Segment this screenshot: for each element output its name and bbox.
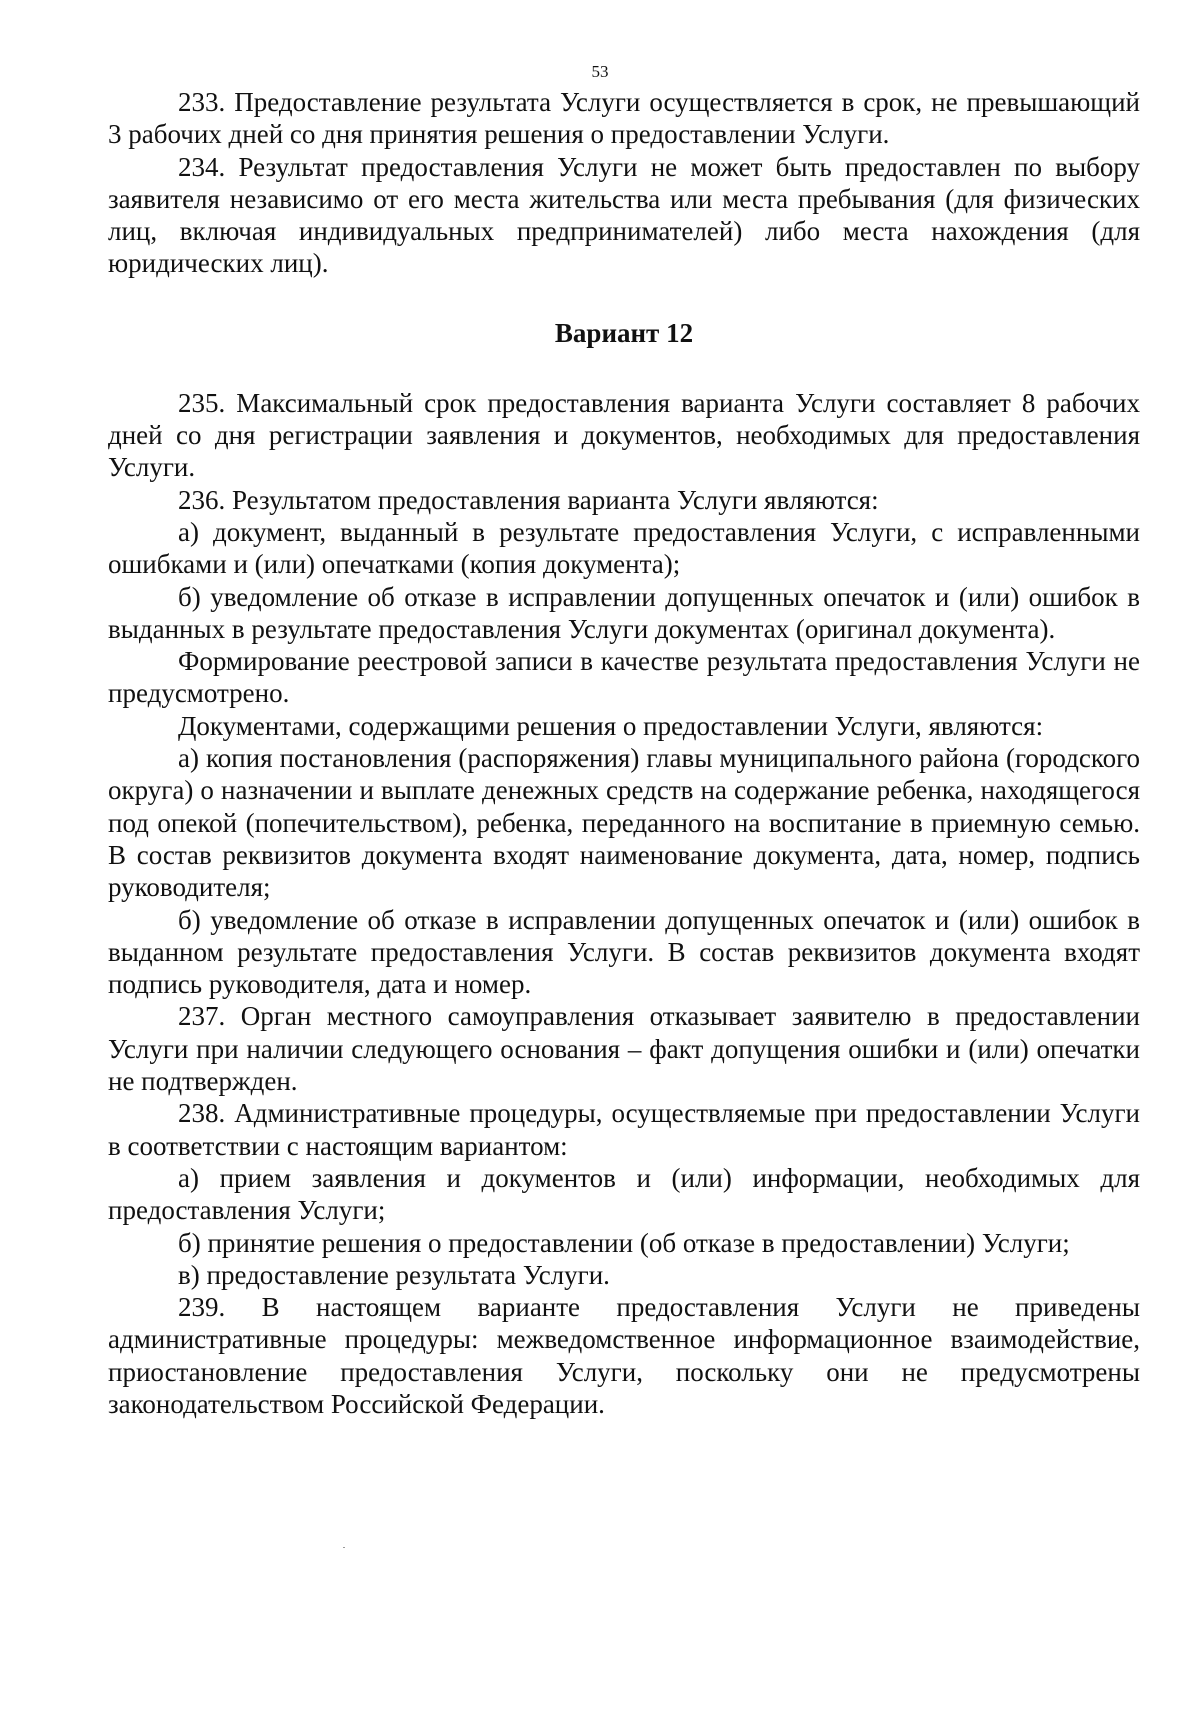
scan-speck: [343, 1547, 345, 1548]
list-item-236-b: б) уведомление об отказе в исправлении допущенных опечаток и (или) ошибок в выданных в результате предоставления Услуги документах (оригинал документа).: [108, 581, 1140, 644]
paragraph-236: 236. Результатом предоставления варианта Услуги являются:: [178, 484, 879, 515]
paragraph-237: 237. Орган местного самоуправления отказывает заявителю в предоставлении Услуги при наличии следующего основания – факт допущения ошибки и (или) опечатки не подтвержден.: [108, 1001, 1140, 1097]
list-item-238-a: а) прием заявления и документов и (или) информации, необходимых для предоставления Услуги;: [108, 1162, 1140, 1226]
list-item-238-c: в) предоставление результата Услуги.: [178, 1259, 610, 1290]
list-item-decision-a: а) копия постановления (распоряжения) главы муниципального района (городского округа) о назначении и выплате денежных средств на содержание ребенка, находящегося под опекой (попечительством), ребенка, переданного на воспитание в приемную семью. В состав реквизитов документа входят наименование документа, дата, номер, подпись руководителя;: [108, 743, 1140, 903]
paragraph-238: 238. Административные процедуры, осуществляемые при предоставлении Услуги в соответствии с настоящим вариантом:: [108, 1098, 1140, 1161]
document-body: [108, 86, 1140, 1420]
paragraph-239: 239. В настоящем варианте предоставления Услуги не приведены административные процедуры: межведомственное информационное взаимодействие, приостановление предоставления Услуги, поскольку они не предусмотрены законодательством Российской Федерации.: [108, 1292, 1140, 1419]
page-number: 53: [591, 62, 609, 81]
list-item-236-a: а) документ, выданный в результате предоставления Услуги, с исправленными ошибками и (или) опечатками (копия документа);: [108, 516, 1140, 580]
paragraph-233: 233. Предоставление результата Услуги осуществляется в срок, не превышающий 3 рабочих дней со дня принятия решения о предоставлении Услуги.: [108, 87, 1140, 150]
list-item-238-b: б) принятие решения о предоставлении (об отказе в предоставлении) Услуги;: [178, 1227, 1070, 1258]
section-heading: Вариант 12: [554, 317, 694, 348]
paragraph-234: 234. Результат предоставления Услуги не может быть предоставлен по выбору заявителя независимо от его места жительства или места пребывания (для физических лиц, включая индивидуальных предпринимателей) либо места нахождения (для юридических лиц).: [108, 151, 1140, 279]
paragraph-235: 235. Максимальный срок предоставления варианта Услуги составляет 8 рабочих дней со дня регистрации заявления и документов, необходимых для предоставления Услуги.: [108, 387, 1140, 483]
paragraph-decision-documents: Документами, содержащими решения о предоставлении Услуги, являются:: [178, 710, 1044, 741]
list-item-decision-b: б) уведомление об отказе в исправлении допущенных опечаток и (или) ошибок в выданном результате предоставления Услуги. В состав реквизитов документа входят подпись руководителя, дата и номер.: [108, 904, 1140, 1000]
paragraph-registry-record: Формирование реестровой записи в качестве результата предоставления Услуги не предусмотрено.: [108, 646, 1140, 709]
